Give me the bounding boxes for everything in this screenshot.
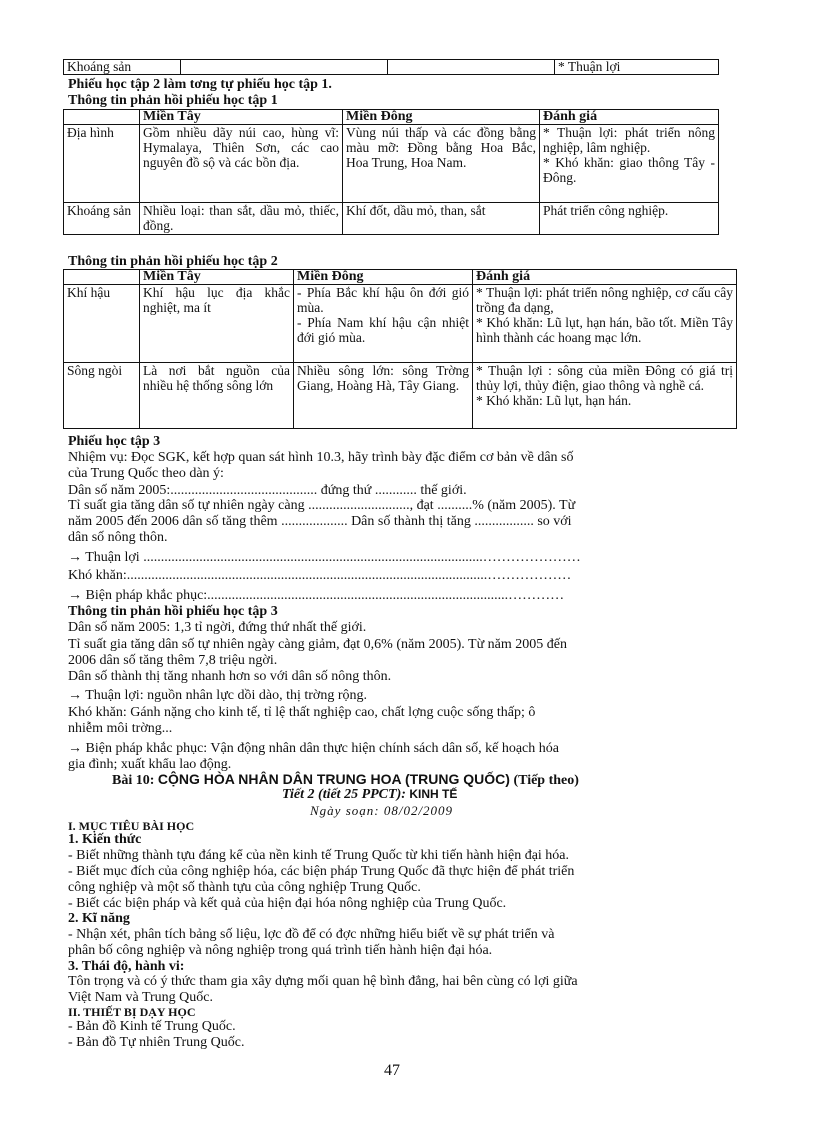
sheet3-title: Phiếu học tập 3 xyxy=(68,434,161,449)
top-cell-3 xyxy=(388,60,555,75)
top-table xyxy=(63,59,719,75)
skills-line: phân bố công nghiệp và nông nghiệp trong quá trình tiến hành hiện đại hóa. xyxy=(68,943,493,958)
sheet3-line: của Trung Quốc theo dàn ý: xyxy=(68,466,224,481)
feedback2-title: Thông tin phản hồi phiếu học tập 2 xyxy=(68,254,278,269)
top-cell-4: * Thuận lợi xyxy=(555,60,719,75)
feedback3-line: nhiễm môi trờng... xyxy=(68,721,173,736)
section-attitude: 3. Thái độ, hành vi: xyxy=(68,959,185,974)
feedback3-line: Dân số thành thị tăng nhanh hơn so với dân số nông thôn. xyxy=(68,669,392,684)
t1-header-3: Đánh giá xyxy=(540,110,719,125)
lesson-continued: (Tiếp theo) xyxy=(513,773,579,788)
t2-r1-c2: - Phía Bắc khí hậu ôn đới gió mùa. - Phía Nam khí hậu cận nhiệt đới gió mùa. xyxy=(294,285,473,363)
sheet3-line: Tỉ suất gia tăng dân số tự nhiên ngày càng ............................., đạt ..........% (năm 2005). Từ xyxy=(68,498,576,513)
knowledge-line: - Biết mục đích của công nghiệp hóa, các biện pháp Trung Quốc đã thực hiện để phát triển xyxy=(68,864,575,879)
sheet3-line: Nhiệm vụ: Đọc SGK, kết hợp quan sát hình 10.3, hãy trình bày đặc điểm cơ bản về dân số xyxy=(68,450,574,465)
attitude-line: Tôn trọng và có ý thức tham gia xây dựng mối quan hệ bình đẳng, hai bên cùng có lợi giữa xyxy=(68,974,578,989)
sheet3-line: năm 2005 đến 2006 dân số tăng thêm ................... Dân số thành thị tăng ................. so với xyxy=(68,514,572,529)
t1-r1-c0: Địa hình xyxy=(64,125,140,203)
knowledge-line: công nghiệp và một số thành tựu của công nghiệp Trung Quốc. xyxy=(68,880,421,895)
t1-r1-c2: Vùng núi thấp và các đồng bằng màu mỡ: Đồng bằng Hoa Bắc, Hoa Trung, Hoa Nam. xyxy=(343,125,540,203)
equipment-line: - Bản đồ Tự nhiên Trung Quốc. xyxy=(68,1035,245,1050)
sheet3-line: → Thuận lợi .................................................................................................………………… xyxy=(68,550,581,565)
knowledge-line: - Biết các biện pháp và kết quả của hiện đại hóa nông nghiệp của Trung Quốc. xyxy=(68,896,507,911)
t1-header-2: Miền Đông xyxy=(343,110,540,125)
sheet3-line: Dân số năm 2005:.......................................... đứng thứ ............ thế giới. xyxy=(68,483,467,498)
lesson-period xyxy=(282,787,457,802)
prep-date: Ngày soạn: 08/02/2009 xyxy=(310,803,454,818)
t2-r2-c2: Nhiều sông lớn: sông Trờng Giang, Hoàng Hà, Tây Giang. xyxy=(294,363,473,429)
section-skills: 2. Kĩ năng xyxy=(68,911,130,926)
feedback3-line: 2006 dân số tăng thêm 7,8 triệu ngời. xyxy=(68,653,278,668)
skills-line: - Nhận xét, phân tích bảng số liệu, lợc đồ để có đợc những hiểu biết về sự phát triển và xyxy=(68,927,555,942)
knowledge-line: - Biết những thành tựu đáng kể của nền kinh tế Trung Quốc từ khi tiến hành hiện đại hóa. xyxy=(68,848,570,863)
feedback3-line: Tỉ suất gia tăng dân số tự nhiên ngày càng giảm, đạt 0,6% (năm 2005). Từ năm 2005 đến xyxy=(68,637,567,652)
feedback3-line: → Biện pháp khắc phục: Vận động nhân dân thực hiện chính sách dân số, kế hoạch hóa xyxy=(68,741,559,756)
t1-r1-c3: * Thuận lợi: phát triển nông nghiệp, lâm nghiệp. * Khó khăn: giao thông Tây - Đông. xyxy=(540,125,719,203)
sheet3-line: Khó khăn:.......................................................................................................……………… xyxy=(68,568,572,583)
section-equipment: II. THIẾT BỊ DẠY HỌC xyxy=(68,1005,196,1019)
sheet3-line: dân số nông thôn. xyxy=(68,530,168,545)
page-number: 47 xyxy=(384,1062,400,1079)
t2-r1-c1: Khí hậu lục địa khắc nghiệt, ma ít xyxy=(140,285,294,363)
attitude-line: Việt Nam và Trung Quốc. xyxy=(68,990,213,1005)
sheet2-note: Phiếu học tập 2 làm tơng tự phiếu học tập 1. xyxy=(68,77,332,92)
sheet3-line: → Biện pháp khắc phục:......................................................................................………… xyxy=(68,588,565,603)
t2-r2-c1: Là nơi bắt nguồn của nhiều hệ thống sông lớn xyxy=(140,363,294,429)
feedback3-title: Thông tin phản hồi phiếu học tập 3 xyxy=(68,604,278,619)
feedback3-line: → Thuận lợi: nguồn nhân lực dồi dào, thị trờng rộng. xyxy=(68,688,367,703)
t1-r2-c0: Khoáng sản xyxy=(64,203,140,235)
t2-header-3: Đánh giá xyxy=(473,270,737,285)
top-cell-2 xyxy=(181,60,388,75)
feedback2-table xyxy=(63,269,737,429)
equipment-line: - Bản đồ Kinh tế Trung Quốc. xyxy=(68,1019,236,1034)
t1-header-1: Miền Tây xyxy=(140,110,343,125)
t2-r2-c0: Sông ngòi xyxy=(64,363,140,429)
t2-header-0 xyxy=(64,270,140,285)
t2-r2-c3: * Thuận lợi : sông của miền Đông có giá trị thủy lợi, thủy điện, giao thông và nghề cá. * Khó khăn: Lũ lụt, hạn hán. xyxy=(473,363,737,429)
t2-header-1: Miền Tây xyxy=(140,270,294,285)
t1-r1-c1: Gồm nhiều dãy núi cao, hùng vĩ: Hymalaya, Thiên Sơn, các cao nguyên đồ sộ và các bồn địa. xyxy=(140,125,343,203)
section-knowledge: 1. Kiến thức xyxy=(68,832,142,847)
lesson-title: CỘNG HÒA NHÂN DÂN TRUNG HOA (TRUNG QUỐC) xyxy=(157,771,510,787)
t1-r2-c2: Khí đốt, dầu mỏ, than, sắt xyxy=(343,203,540,235)
feedback3-line: Dân số năm 2005: 1,3 tỉ ngời, đứng thứ nhất thế giới. xyxy=(68,620,367,635)
feedback1-table xyxy=(63,109,719,235)
top-cell-1: Khoáng sản xyxy=(64,60,181,75)
t1-header-0 xyxy=(64,110,140,125)
lesson-period-topic: KINH TẾ xyxy=(409,787,458,801)
t1-r2-c3: Phát triển công nghiệp. xyxy=(540,203,719,235)
t2-header-2: Miền Đông xyxy=(294,270,473,285)
feedback1-title: Thông tin phản hồi phiếu học tập 1 xyxy=(68,93,278,108)
feedback3-line: gia đình; xuất khẩu lao động. xyxy=(68,757,232,772)
lesson-period-label: Tiết 2 (tiết 25 PPCT): xyxy=(282,787,406,802)
t1-r2-c1: Nhiều loại: than sắt, dầu mỏ, thiếc, đồng. xyxy=(140,203,343,235)
section-objectives: I. MỤC TIÊU BÀI HỌC xyxy=(68,819,195,833)
t2-r1-c0: Khí hậu xyxy=(64,285,140,363)
lesson-number: Bài 10: xyxy=(112,773,155,788)
feedback3-line: Khó khăn: Gánh nặng cho kinh tế, tỉ lệ thất nghiệp cao, chất lợng cuộc sống thấp; ô xyxy=(68,705,536,720)
t2-r1-c3: * Thuận lợi: phát triển nông nghiệp, cơ cấu cây trồng đa dạng, * Khó khăn: Lũ lụt, hạn hán, bão tốt. Miền Tây hình thành các hoang mạc lớn. xyxy=(473,285,737,363)
